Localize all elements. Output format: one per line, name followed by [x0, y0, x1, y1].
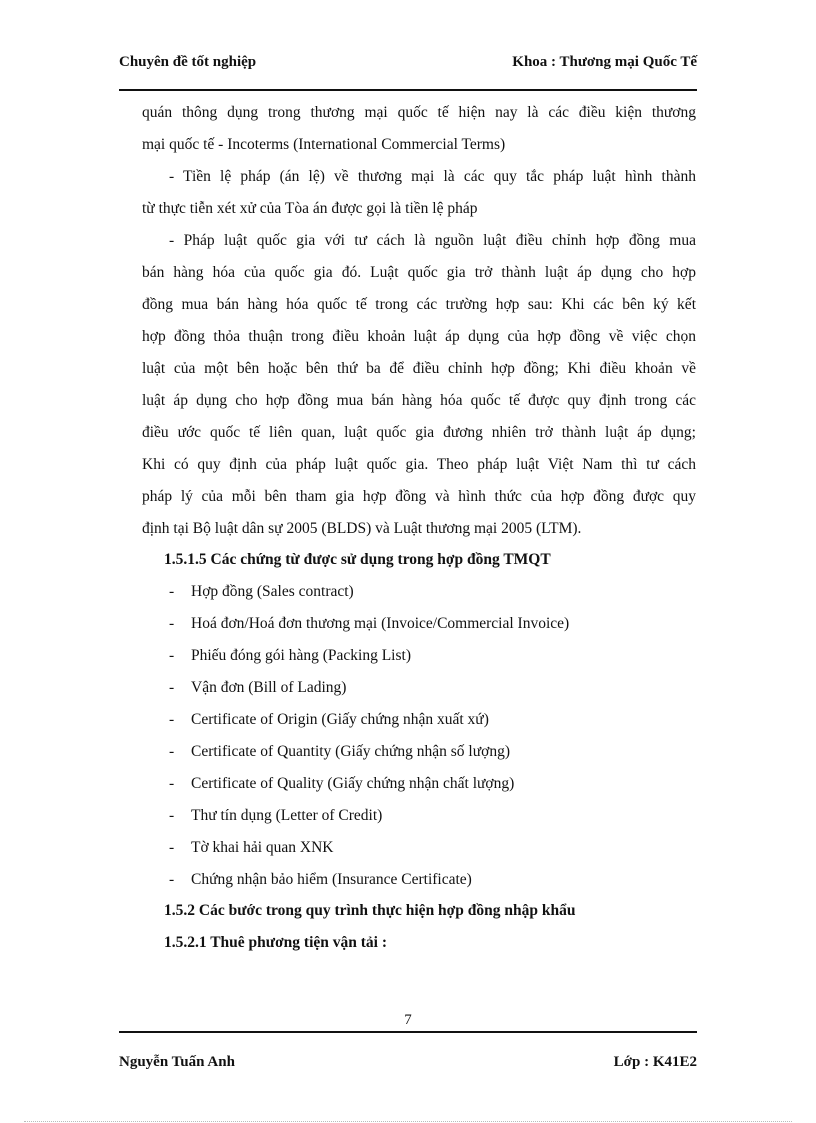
paragraph-line: luật áp dụng cho hợp đồng mua bán hàng hóa quốc tế được quy định trong các	[142, 392, 696, 409]
list-item-text: Chứng nhận bảo hiểm (Insurance Certificate)	[191, 871, 472, 888]
list-dash: -	[169, 775, 175, 792]
footer-author: Nguyễn Tuấn Anh	[119, 1054, 235, 1070]
list-item	[169, 676, 696, 700]
list-dash: -	[169, 871, 175, 888]
document-body	[142, 101, 696, 961]
list-dash: -	[169, 647, 175, 664]
list-item-text: Phiếu đóng gói hàng (Packing List)	[191, 647, 411, 664]
list-item-text: Hoá đơn/Hoá đơn thương mại (Invoice/Commercial Invoice)	[191, 615, 570, 632]
footer-rule	[119, 1031, 697, 1033]
header-faculty: Khoa : Thương mại Quốc Tế	[512, 54, 697, 70]
section-heading-1515: 1.5.1.5 Các chứng từ được sử dụng trong hợp đồng TMQT	[164, 551, 551, 568]
paragraph-line: Khi có quy định của pháp luật quốc gia. Theo pháp luật Việt Nam thì tư cách	[142, 456, 696, 473]
list-item-text: Certificate of Quantity (Giấy chứng nhận số lượng)	[191, 743, 510, 760]
list-item-text: Certificate of Quality (Giấy chứng nhận chất lượng)	[191, 775, 515, 792]
paragraph-line: điều ước quốc tế liên quan, luật quốc gia đương nhiên trở thành luật áp dụng;	[142, 424, 696, 441]
list-item	[169, 772, 696, 796]
page-header	[119, 50, 697, 80]
paragraph-line: - Pháp luật quốc gia với tư cách là nguồn luật điều chỉnh hợp đồng mua	[169, 232, 696, 249]
paragraph-line: đồng mua bán hàng hóa quốc tế trong các trường hợp sau: Khi các bên ký kết	[142, 296, 696, 313]
paragraph-line: từ thực tiễn xét xử của Tòa án được gọi là tiền lệ pháp	[142, 200, 478, 217]
list-item	[169, 804, 696, 828]
list-item	[169, 836, 696, 860]
list-dash: -	[169, 839, 175, 856]
list-dash: -	[169, 807, 175, 824]
list-dash: -	[169, 679, 175, 696]
paragraph-line: định tại Bộ luật dân sự 2005 (BLDS) và Luật thương mại 2005 (LTM).	[142, 520, 582, 537]
list-item	[169, 740, 696, 764]
list-dash: -	[169, 711, 175, 728]
paragraph-line: mại quốc tế - Incoterms (International Commercial Terms)	[142, 136, 506, 153]
list-item-text: Hợp đồng (Sales contract)	[191, 583, 354, 600]
list-item	[169, 644, 696, 668]
list-dash: -	[169, 615, 175, 632]
list-item-text: Tờ khai hải quan XNK	[191, 839, 334, 856]
paragraph-line: - Tiền lệ pháp (án lệ) về thương mại là các quy tắc pháp luật hình thành	[169, 168, 696, 185]
list-item-text: Certificate of Origin (Giấy chứng nhận xuất xứ)	[191, 711, 489, 728]
list-item	[169, 868, 696, 892]
list-item	[169, 708, 696, 732]
list-dash: -	[169, 743, 175, 760]
header-rule	[119, 89, 697, 91]
footer-class: Lớp : K41E2	[613, 1054, 697, 1070]
paragraph-line: hợp đồng thỏa thuận trong điều khoản luật áp dụng của hợp đồng về việc chọn	[142, 328, 696, 345]
paragraph-line: quán thông dụng trong thương mại quốc tế hiện nay là các điều kiện thương	[142, 104, 696, 121]
paragraph-line: luật của một bên hoặc bên thứ ba để điều chỉnh hợp đồng; Khi điều khoản về	[142, 360, 696, 377]
header-thesis-title: Chuyên đề tốt nghiệp	[119, 54, 257, 70]
list-item-text: Vận đơn (Bill of Lading)	[191, 679, 347, 696]
page-edge-dotted-line	[24, 1121, 792, 1122]
page-number: 7	[404, 1012, 412, 1028]
list-item	[169, 580, 696, 604]
paragraph-line: pháp lý của mỗi bên tham gia hợp đồng và hình thức của hợp đồng được quy	[142, 488, 696, 505]
section-heading-1521: 1.5.2.1 Thuê phương tiện vận tải :	[164, 934, 388, 951]
section-heading-152: 1.5.2 Các bước trong quy trình thực hiện hợp đồng nhập khẩu	[164, 902, 576, 919]
paragraph-line: bán hàng hóa của quốc gia đó. Luật quốc gia trở thành luật áp dụng cho hợp	[142, 264, 696, 281]
list-item-text: Thư tín dụng (Letter of Credit)	[191, 807, 383, 824]
list-dash: -	[169, 583, 175, 600]
list-item	[169, 612, 696, 636]
